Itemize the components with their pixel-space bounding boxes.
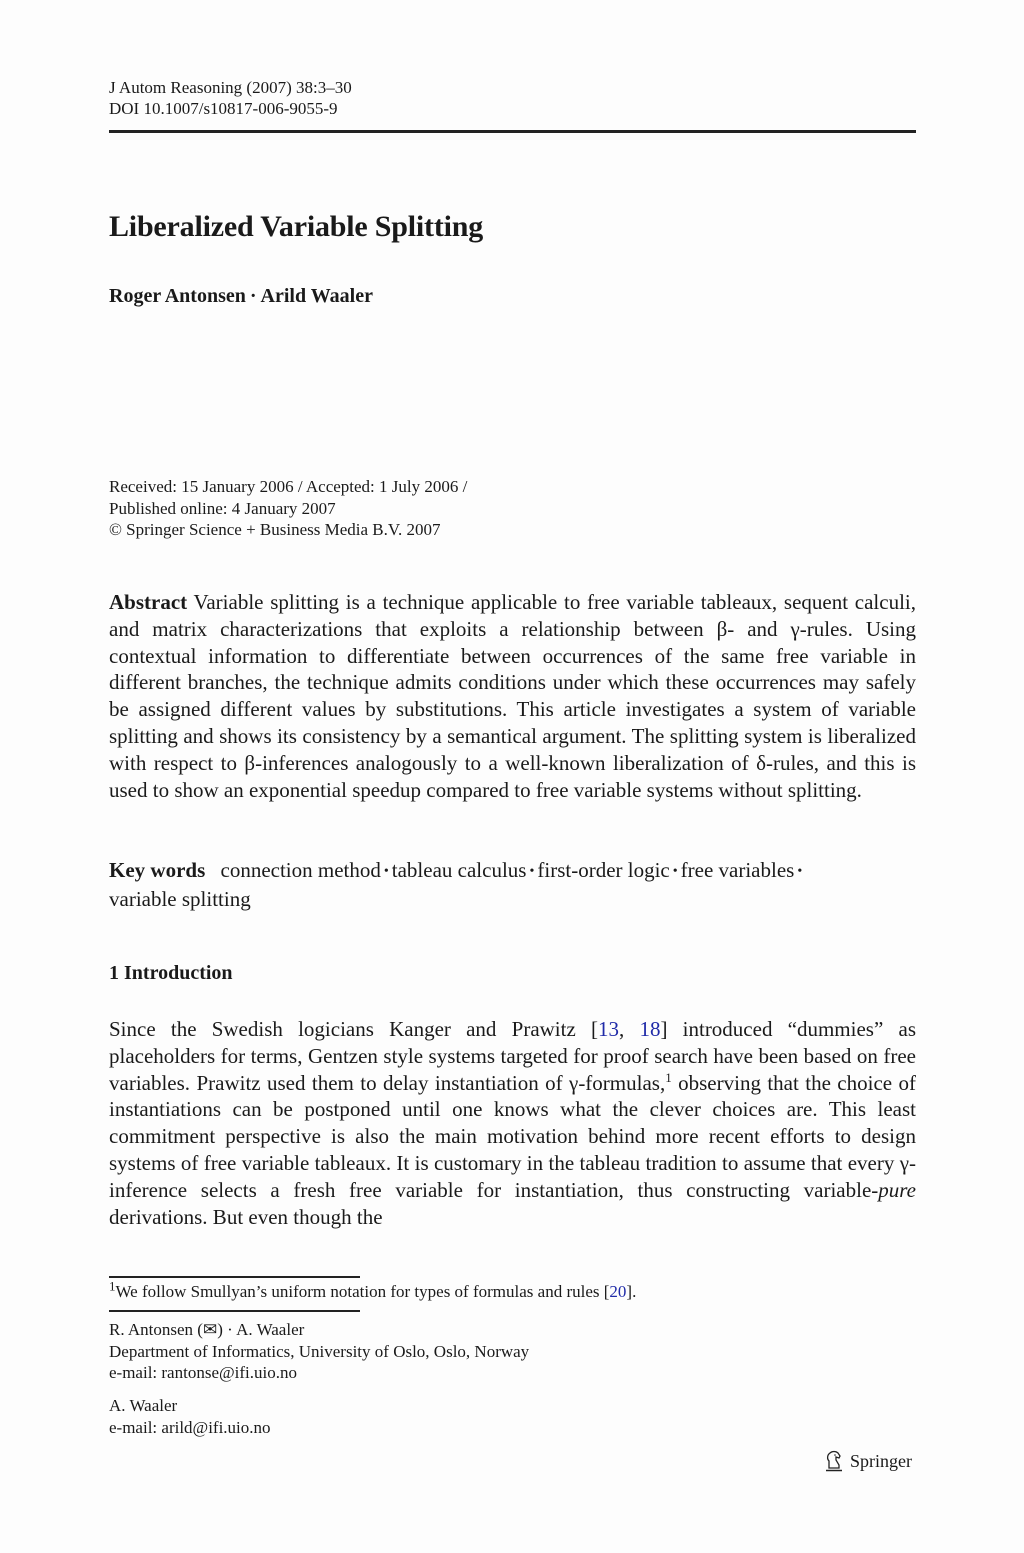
- abstract: [109, 589, 916, 803]
- citation-link[interactable]: 20: [609, 1282, 627, 1301]
- received-accepted: Received: 15 January 2006 / Accepted: 1 July 2006 /: [109, 477, 468, 496]
- body-text: Since the Swedish logicians Kanger and Prawitz [: [109, 1017, 598, 1041]
- citation-link[interactable]: 13: [598, 1017, 619, 1041]
- journal-header: [109, 77, 352, 119]
- keyword: variable splitting: [109, 886, 251, 911]
- keyword-separator: •: [672, 864, 678, 879]
- email[interactable]: e-mail: rantonse@ifi.uio.no: [109, 1363, 297, 1382]
- author-separator: ·: [249, 285, 257, 307]
- header-rule: [109, 130, 916, 133]
- body-text: ,: [619, 1017, 640, 1041]
- springer-horse-icon: [823, 1449, 845, 1473]
- doi: DOI 10.1007/s10817-006-9055-9: [109, 99, 338, 118]
- publisher-logo: [823, 1449, 912, 1473]
- body-text: observing that the choice of instantiations can be postponed until one knows what the clever choices are. This least commitment perspective is also the main motivation behind more recent efforts to design systems of free variable tableaux. It is customary in the tableau tradition to assume that every γ-inference selects a fresh free variable for instantiation, thus constructing variable-: [109, 1070, 916, 1202]
- keywords-label: Key words: [109, 858, 206, 882]
- citation-link[interactable]: 18: [639, 1017, 661, 1041]
- affiliation-rule: [109, 1310, 360, 1312]
- footnote-number: 1: [109, 1278, 116, 1294]
- keyword: connection method: [220, 858, 381, 882]
- author-name: A. Waaler: [109, 1396, 178, 1415]
- body-text: derivations. But even though the: [109, 1204, 383, 1229]
- author-list: [109, 285, 373, 308]
- footnote-marker[interactable]: 1: [665, 1069, 672, 1085]
- affiliation-block-2: [109, 1395, 271, 1438]
- author-name: Arild Waaler: [260, 285, 373, 307]
- body-text: ] introduced “dummies” as placeholders for terms, Gentzen style systems targeted for proof search have been based on free variables. Prawitz used them to delay instantiation of γ-formulas,: [109, 1017, 916, 1095]
- abstract-label: Abstract: [109, 590, 188, 614]
- journal-citation: J Autom Reasoning (2007) 38:3–30: [109, 78, 352, 97]
- footnote-text: ].: [626, 1282, 637, 1301]
- footnote-text: We follow Smullyan’s uniform notation for types of formulas and rules [: [115, 1282, 610, 1301]
- paper-title: Liberalized Variable Splitting: [109, 210, 484, 243]
- corresponding-authors: R. Antonsen (✉) · A. Waaler: [109, 1320, 305, 1339]
- author-name: Roger Antonsen: [109, 285, 246, 307]
- keyword: first-order logic: [537, 858, 670, 882]
- email[interactable]: e-mail: arild@ifi.uio.no: [109, 1417, 271, 1437]
- publisher-name: Springer: [850, 1450, 912, 1471]
- keyword-separator: •: [383, 864, 389, 879]
- abstract-text: Variable splitting is a technique applicable to free variable tableaux, sequent calculi, and matrix characterizations that exploits a relationship between β- and γ-rules. Using contextual information to differentiate between occurrences of the same free variable in different branches, the technique admits conditions under which these occurrences may safely be assigned different values by substitutions. This article investigates a system of variable splitting and shows its consistency by a semantical argument. The splitting system is liberalized with respect to β-inferences analogously to a well-known liberalization of δ-rules, and this is used to show an exponential speedup compared to free variable systems without splitting.: [109, 590, 916, 802]
- footnote: [109, 1278, 637, 1302]
- department: Department of Informatics, University of Oslo, Oslo, Norway: [109, 1341, 530, 1361]
- keyword: free variables: [680, 858, 795, 882]
- footnote-rule: [109, 1276, 360, 1278]
- affiliation-block: [109, 1319, 529, 1384]
- publication-dates: [109, 476, 467, 541]
- published-online: Published online: 4 January 2007: [109, 498, 336, 518]
- keyword-separator: •: [797, 864, 803, 879]
- emphasis: pure: [878, 1177, 916, 1202]
- keyword-separator: •: [529, 864, 535, 879]
- intro-paragraph: [109, 1016, 916, 1230]
- keyword: tableau calculus: [391, 858, 527, 882]
- copyright: © Springer Science + Business Media B.V. 2007: [109, 520, 441, 539]
- section-heading: 1 Introduction: [109, 962, 233, 984]
- keywords: [109, 857, 916, 913]
